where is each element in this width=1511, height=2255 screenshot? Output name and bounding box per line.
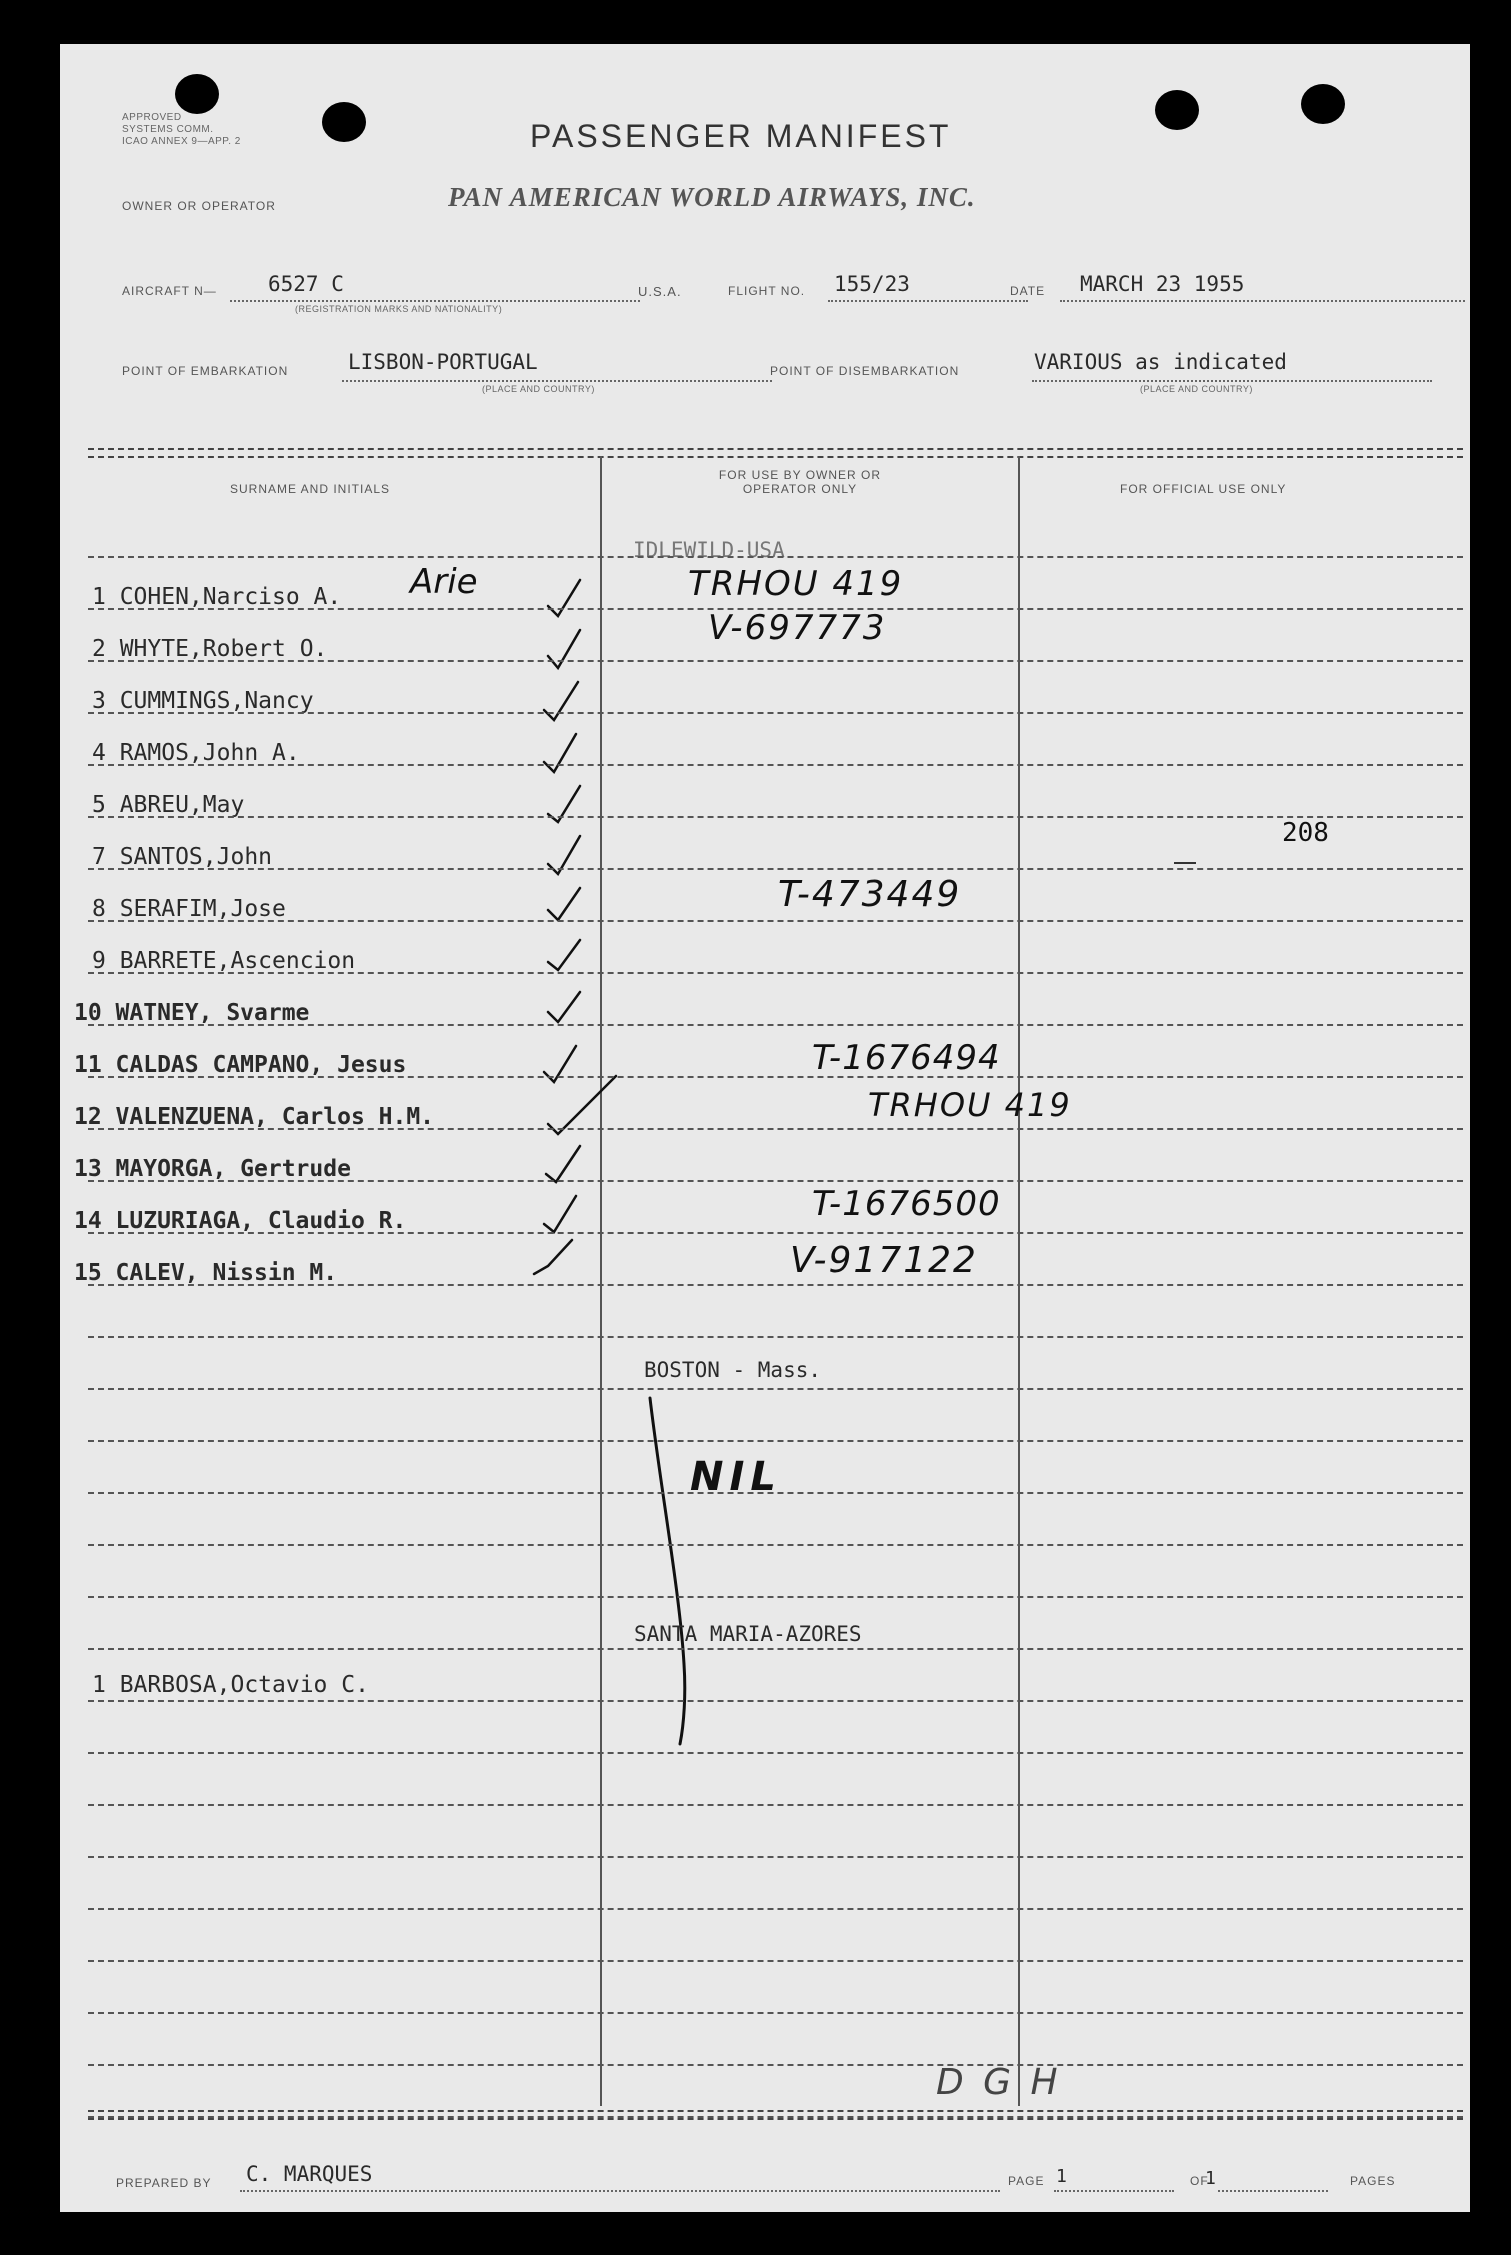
approval-line: SYSTEMS COMM. — [122, 124, 214, 135]
aircraft-value: 6527 C — [268, 272, 344, 296]
table-bottom-rule — [88, 2110, 1463, 2112]
country-label: U.S.A. — [638, 284, 682, 299]
col-header-owner: FOR USE BY OWNER OR OPERATOR ONLY — [718, 468, 882, 496]
row-rule — [88, 1856, 1463, 1858]
row-rule — [88, 1960, 1463, 1962]
row-rule — [88, 1336, 1463, 1338]
page-title: PASSENGER MANIFEST — [530, 118, 952, 154]
of-label: OF — [1190, 2174, 1209, 2188]
passenger-entry: 7 SANTOS,John — [92, 844, 273, 870]
row-rule — [88, 1752, 1463, 1754]
row-rule — [88, 816, 1463, 818]
embark-note: (PLACE AND COUNTRY) — [482, 384, 595, 394]
passenger-entry: 1 BARBOSA,Octavio C. — [92, 1672, 369, 1698]
owner-note: T-1676494 — [812, 1038, 1001, 1078]
table-top-rule — [88, 456, 1463, 458]
row-rule — [88, 1544, 1463, 1546]
prepared-value: C. MARQUES — [246, 2162, 373, 2186]
of-underline — [1218, 2190, 1328, 2192]
section-heading-azores: SANTA MARIA-AZORES — [634, 1622, 862, 1646]
embark-underline — [342, 380, 772, 382]
row-rule — [88, 868, 1463, 870]
row-rule — [88, 1648, 1463, 1650]
row-rule — [88, 1492, 1463, 1494]
punch-hole — [1155, 90, 1199, 130]
owner-note: T-473449 — [778, 874, 962, 915]
check-mark-icon — [544, 1196, 576, 1232]
passenger-entry: 5 ABREU,May — [92, 792, 245, 818]
embark-value: LISBON-PORTUGAL — [348, 350, 538, 374]
passenger-entry: 4 RAMOS,John A. — [92, 740, 300, 766]
boston-note: NIL — [690, 1454, 782, 1500]
passenger-entry: 3 CUMMINGS,Nancy — [92, 688, 314, 714]
approval-line: ICAO ANNEX 9—APP. 2 — [122, 136, 241, 147]
passenger-entry: 11 CALDAS CAMPANO, Jesus — [74, 1052, 407, 1078]
official-entry: 208 — [1282, 818, 1329, 848]
disembark-note: (PLACE AND COUNTRY) — [1140, 384, 1253, 394]
row-rule — [88, 1024, 1463, 1026]
owner-label: OWNER OR OPERATOR — [122, 199, 276, 213]
page-label: PAGE — [1008, 2174, 1045, 2188]
passenger-entry: 10 WATNEY, Svarme — [74, 1000, 310, 1026]
aircraft-underline — [230, 300, 640, 302]
page-underline — [1054, 2190, 1174, 2192]
prepared-underline — [240, 2190, 1000, 2192]
owner-note: T-1676500 — [812, 1184, 1001, 1224]
check-mark-icon — [548, 1076, 616, 1134]
of-value: 1 — [1205, 2168, 1216, 2189]
row-rule — [88, 1804, 1463, 1806]
aircraft-label: AIRCRAFT N— — [122, 284, 217, 298]
prepared-label: PREPARED BY — [116, 2176, 212, 2190]
check-mark-icon — [546, 1146, 580, 1182]
owner-note: TRHOU 419 — [688, 564, 904, 604]
row-rule — [88, 2116, 1463, 2118]
flight-underline — [828, 300, 1028, 302]
row-rule — [88, 1284, 1463, 1286]
table-bottom-rule — [88, 2118, 1463, 2120]
handwritten-initials: D G H — [936, 2062, 1062, 2103]
pages-label: PAGES — [1350, 2174, 1396, 2188]
punch-hole — [175, 74, 219, 114]
disembark-label: POINT OF DISEMBARKATION — [770, 364, 960, 378]
section-heading-idlewild: IDLEWILD-USA — [633, 538, 785, 562]
section-heading-boston: BOSTON - Mass. — [644, 1358, 822, 1382]
row-rule — [88, 2064, 1463, 2066]
punch-hole — [1301, 84, 1345, 124]
row-rule — [88, 972, 1463, 974]
row-rule — [88, 608, 1463, 610]
row-rule — [88, 1440, 1463, 1442]
row-rule — [88, 2012, 1463, 2014]
row-rule — [88, 1128, 1463, 1130]
passenger-entry: 1 COHEN,Narciso A. — [92, 584, 342, 610]
column-divider — [1018, 456, 1020, 2106]
check-mark-icon — [548, 580, 580, 616]
date-value: MARCH 23 1955 — [1080, 272, 1245, 296]
check-mark-icon — [544, 734, 576, 772]
row-rule — [88, 920, 1463, 922]
row-rule — [88, 712, 1463, 714]
official-dash — [1174, 862, 1196, 864]
check-marks — [500, 564, 700, 1464]
passenger-entry: 15 CALEV, Nissin M. — [74, 1260, 338, 1286]
check-mark-icon — [548, 940, 580, 970]
passenger-entry: 2 WHYTE,Robert O. — [92, 636, 328, 662]
flight-label: FLIGHT NO. — [728, 284, 806, 298]
row-rule — [88, 1180, 1463, 1182]
registration-note: (REGISTRATION MARKS AND NATIONALITY) — [295, 304, 503, 314]
col-header-surname: SURNAME AND INITIALS — [230, 482, 391, 496]
handwritten-name-note: Arie — [410, 562, 478, 602]
row-rule — [88, 660, 1463, 662]
operator-name: PAN AMERICAN WORLD AIRWAYS, INC. — [448, 182, 976, 212]
row-rule — [88, 1076, 1463, 1078]
row-rule — [88, 1700, 1463, 1702]
owner-note: V-697773 — [708, 608, 887, 648]
punch-hole — [322, 102, 366, 142]
check-mark-icon — [548, 630, 580, 668]
page-value: 1 — [1056, 2166, 1067, 2187]
passenger-entry: 14 LUZURIAGA, Claudio R. — [74, 1208, 407, 1234]
col-header-official: FOR OFFICIAL USE ONLY — [1120, 482, 1287, 496]
date-underline — [1060, 300, 1465, 302]
row-rule — [88, 1596, 1463, 1598]
passenger-entry: 13 MAYORGA, Gertrude — [74, 1156, 351, 1182]
disembark-underline — [1032, 380, 1432, 382]
passenger-entry: 12 VALENZUENA, Carlos H.M. — [74, 1104, 435, 1130]
approval-line: APPROVED — [122, 112, 182, 123]
passenger-entry: 9 BARRETE,Ascencion — [92, 948, 356, 974]
embark-label: POINT OF EMBARKATION — [122, 364, 289, 378]
row-rule — [88, 556, 1463, 558]
check-mark-icon — [548, 992, 580, 1022]
flight-value: 155/23 — [834, 272, 910, 296]
date-label: DATE — [1010, 284, 1046, 298]
manifest-page — [60, 44, 1470, 2212]
owner-note: V-917122 — [790, 1240, 978, 1281]
owner-note: TRHOU 419 — [868, 1086, 1072, 1124]
disembark-value: VARIOUS as indicated — [1034, 350, 1287, 374]
row-rule — [88, 1908, 1463, 1910]
row-rule — [88, 1388, 1463, 1390]
check-mark-icon — [548, 888, 580, 920]
passenger-entry: 8 SERAFIM,Jose — [92, 896, 286, 922]
row-rule — [88, 1232, 1463, 1234]
table-top-rule — [88, 448, 1463, 450]
check-mark-icon — [534, 1240, 572, 1274]
row-rule — [88, 764, 1463, 766]
check-mark-icon — [544, 682, 578, 720]
